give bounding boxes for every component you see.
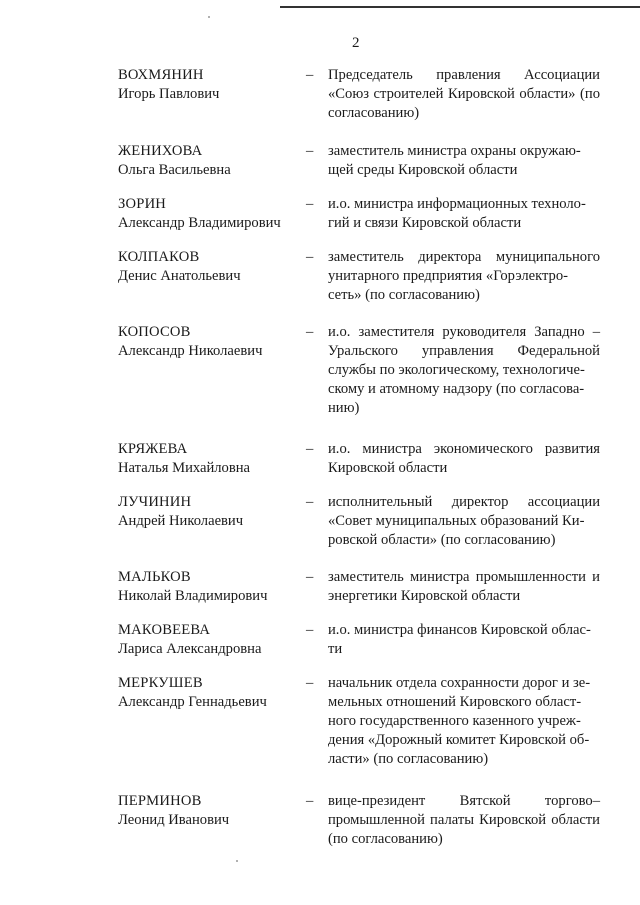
member-name [118, 66, 308, 104]
separator-dash: – [306, 793, 314, 809]
member-name [118, 323, 308, 361]
member-given-names: Александр Геннадьевич [118, 694, 267, 710]
member-given-names: Ольга Васильевна [118, 162, 231, 178]
member-given-names: Андрей Николаевич [118, 513, 244, 529]
member-role: и.о. министра экономического развития Кировской области [328, 441, 600, 476]
member-surname: КРЯЖЕВА [118, 441, 188, 457]
member-surname: КОПОСОВ [118, 324, 191, 340]
member-surname: МАКОВЕЕВА [118, 622, 211, 638]
member-surname: ЗОРИН [118, 196, 167, 212]
separator-dash: – [306, 675, 314, 691]
member-surname: ВОХМЯНИН [118, 67, 204, 83]
separator-dash: – [306, 249, 314, 265]
separator-dash: – [306, 143, 314, 159]
member-role: Председатель правления Ассоциации «Союз строителей Кировской области» (по согласованию) [328, 67, 600, 121]
member-entry-koposov [0, 323, 640, 418]
member-name [118, 621, 308, 659]
member-role: заместитель министра промышленности и энергетики Кировской области [328, 569, 600, 604]
member-surname: ЖЕНИХОВА [118, 143, 203, 159]
member-entry-zorin [0, 195, 640, 233]
member-name [118, 440, 308, 478]
member-name [118, 142, 308, 180]
separator-dash: – [306, 569, 314, 585]
member-role: и.о. министра информационных техноло- гий и связи Кировской области [328, 196, 586, 231]
member-role: начальник отдела сохранности дорог и зе- мельных отношений Кировского област- ного государственного казенного учреж- дения «Дорожный комитет Кировской об- ласти» (по согласованию) [328, 675, 591, 767]
member-name [118, 493, 308, 531]
member-surname: МАЛЬКОВ [118, 569, 191, 585]
member-given-names: Александр Владимирович [118, 215, 281, 231]
page-number: 2 [352, 35, 360, 51]
separator-dash: – [306, 622, 314, 638]
members-list [0, 66, 640, 849]
member-entry-kolpakov [0, 248, 640, 305]
separator-dash: – [306, 324, 314, 340]
top-scan-rule [280, 6, 640, 8]
separator-dash: – [306, 494, 314, 510]
member-entry-makoveeva [0, 621, 640, 659]
member-entry-vokhmyanin [0, 66, 640, 123]
member-role: заместитель министра охраны окружаю- щей среды Кировской области [328, 143, 581, 178]
member-given-names: Лариса Александровна [118, 641, 262, 657]
member-surname: КОЛПАКОВ [118, 249, 200, 265]
member-entry-luchinin [0, 493, 640, 550]
member-surname: ЛУЧИНИН [118, 494, 192, 510]
member-entry-perminov [0, 792, 640, 849]
member-given-names: Леонид Иванович [118, 812, 230, 828]
member-entry-malkov [0, 568, 640, 606]
separator-dash: – [306, 67, 314, 83]
member-entry-zhenikhova [0, 142, 640, 180]
member-given-names: Николай Владимирович [118, 588, 268, 604]
member-surname: ПЕРМИНОВ [118, 793, 202, 809]
scan-speck [236, 860, 238, 862]
member-name [118, 248, 308, 286]
member-name [118, 792, 308, 830]
member-given-names: Наталья Михайловна [118, 460, 251, 476]
separator-dash: – [306, 441, 314, 457]
member-entry-kryazheva [0, 440, 640, 478]
member-role: и.о. министра финансов Кировской облас- ти [328, 622, 591, 657]
member-role: исполнительный директор ассоциации «Совет муниципальных образований Ки- ровской области» (по согласованию) [328, 494, 600, 548]
member-role: и.о. заместителя руководителя Западно – Уральского управления Федеральной службы по экологическому, технологиче- скому и атомному надзору (по согласова- нию) [328, 324, 600, 416]
member-given-names: Александр Николаевич [118, 343, 263, 359]
member-given-names: Игорь Павлович [118, 86, 220, 102]
member-name [118, 195, 308, 233]
member-role: вице-президент Вятской торгово–промышленной палаты Кировской области (по согласованию) [328, 793, 600, 847]
member-surname: МЕРКУШЕВ [118, 675, 203, 691]
member-entry-merkushev [0, 674, 640, 769]
member-given-names: Денис Анатольевич [118, 268, 241, 284]
member-name [118, 568, 308, 606]
member-name [118, 674, 308, 712]
separator-dash: – [306, 196, 314, 212]
member-role: заместитель директора муниципального унитарного предприятия «Горэлектро- сеть» (по согласованию) [328, 249, 600, 303]
scan-speck [208, 16, 210, 18]
